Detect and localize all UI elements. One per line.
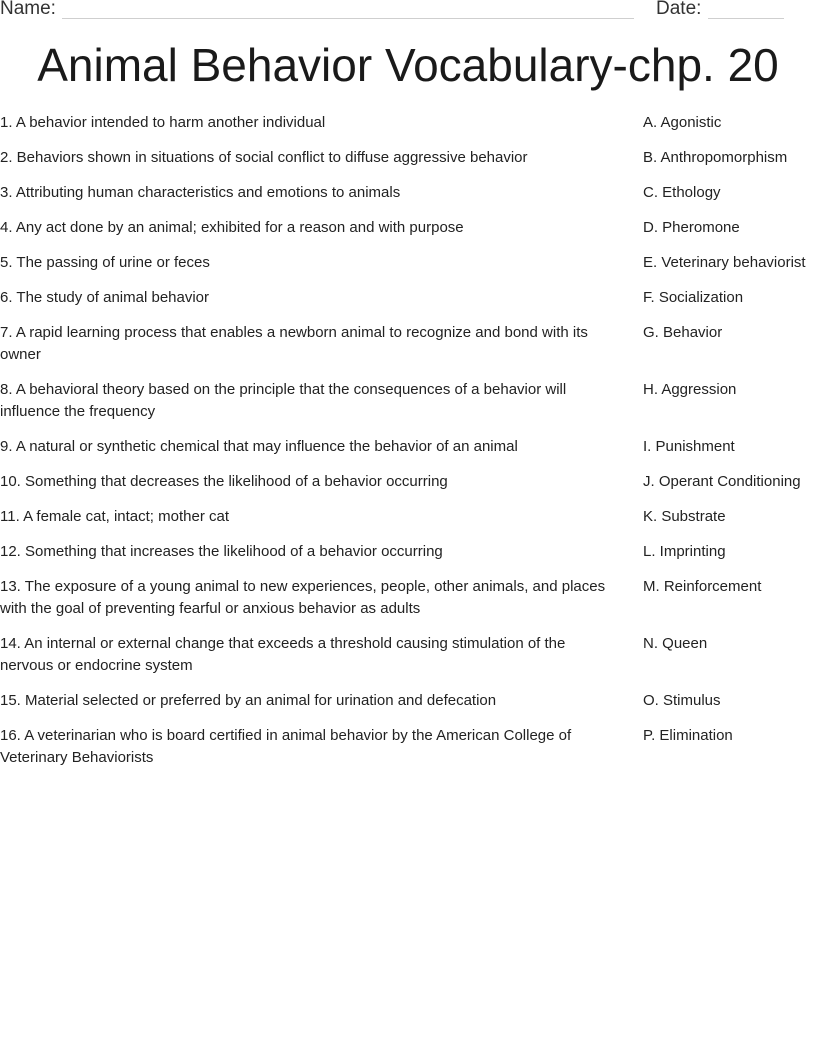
answer-option: G. Behavior bbox=[643, 324, 723, 341]
clue-text: 1. A behavior intended to harm another individual bbox=[0, 114, 326, 131]
matching-row bbox=[0, 436, 816, 458]
answer-option: I. Punishment bbox=[643, 438, 735, 455]
answer-option: P. Elimination bbox=[643, 727, 733, 744]
matching-row bbox=[0, 322, 816, 366]
answer-option: K. Substrate bbox=[643, 508, 726, 525]
matching-row bbox=[0, 182, 816, 204]
answer-option: H. Aggression bbox=[643, 381, 737, 398]
worksheet-header bbox=[0, 0, 816, 24]
clue-text: 7. A rapid learning process that enables a newborn animal to recognize and bond with its owner bbox=[0, 324, 588, 363]
answer-option: F. Socialization bbox=[643, 289, 744, 306]
name-label: Name: bbox=[0, 0, 56, 19]
matching-row bbox=[0, 471, 816, 493]
clue-text: 11. A female cat, intact; mother cat bbox=[0, 508, 230, 525]
clue-text: 4. Any act done by an animal; exhibited for a reason and with purpose bbox=[0, 219, 464, 236]
answer-option: L. Imprinting bbox=[643, 543, 726, 560]
answer-option: J. Operant Conditioning bbox=[643, 473, 801, 490]
clue-text: 3. Attributing human characteristics and emotions to animals bbox=[0, 184, 401, 201]
answer-option: A. Agonistic bbox=[643, 114, 722, 131]
matching-row bbox=[0, 379, 816, 423]
matching-row bbox=[0, 147, 816, 169]
answer-option: N. Queen bbox=[643, 635, 708, 652]
clue-text: 2. Behaviors shown in situations of social conflict to diffuse aggressive behavior bbox=[0, 149, 528, 166]
date-label: Date: bbox=[656, 0, 702, 19]
name-field[interactable] bbox=[62, 18, 634, 19]
matching-row bbox=[0, 112, 816, 134]
answer-option: M. Reinforcement bbox=[643, 578, 762, 595]
answer-option: B. Anthropomorphism bbox=[643, 149, 788, 166]
clue-text: 6. The study of animal behavior bbox=[0, 289, 210, 306]
page-title: Animal Behavior Vocabulary-chp. 20 bbox=[37, 39, 779, 91]
clue-text: 9. A natural or synthetic chemical that may influence the behavior of an animal bbox=[0, 438, 518, 455]
clue-text: 16. A veterinarian who is board certified in animal behavior by the American College of Veterinary Behaviorists bbox=[0, 727, 572, 766]
matching-row bbox=[0, 541, 816, 563]
matching-row bbox=[0, 725, 816, 769]
matching-row bbox=[0, 217, 816, 239]
date-field[interactable] bbox=[708, 18, 784, 19]
matching-row bbox=[0, 690, 816, 712]
matching-row bbox=[0, 576, 816, 620]
clue-text: 10. Something that decreases the likelihood of a behavior occurring bbox=[0, 473, 448, 490]
answer-option: E. Veterinary behaviorist bbox=[643, 254, 806, 271]
answer-option: O. Stimulus bbox=[643, 692, 721, 709]
clue-text: 15. Material selected or preferred by an animal for urination and defecation bbox=[0, 692, 497, 709]
answer-option: D. Pheromone bbox=[643, 219, 740, 236]
matching-list bbox=[0, 112, 816, 782]
clue-text: 12. Something that increases the likelihood of a behavior occurring bbox=[0, 543, 443, 560]
clue-text: 13. The exposure of a young animal to new experiences, people, other animals, and places with the goal of preventing fearful or anxious behavior as adults bbox=[0, 578, 606, 617]
answer-option: C. Ethology bbox=[643, 184, 721, 201]
matching-row bbox=[0, 252, 816, 274]
clue-text: 5. The passing of urine or feces bbox=[0, 254, 210, 271]
clue-text: 8. A behavioral theory based on the principle that the consequences of a behavior will influence the frequency bbox=[0, 381, 567, 420]
matching-row bbox=[0, 633, 816, 677]
clue-text: 14. An internal or external change that exceeds a threshold causing stimulation of the nervous or endocrine system bbox=[0, 635, 566, 674]
matching-row bbox=[0, 506, 816, 528]
matching-row bbox=[0, 287, 816, 309]
